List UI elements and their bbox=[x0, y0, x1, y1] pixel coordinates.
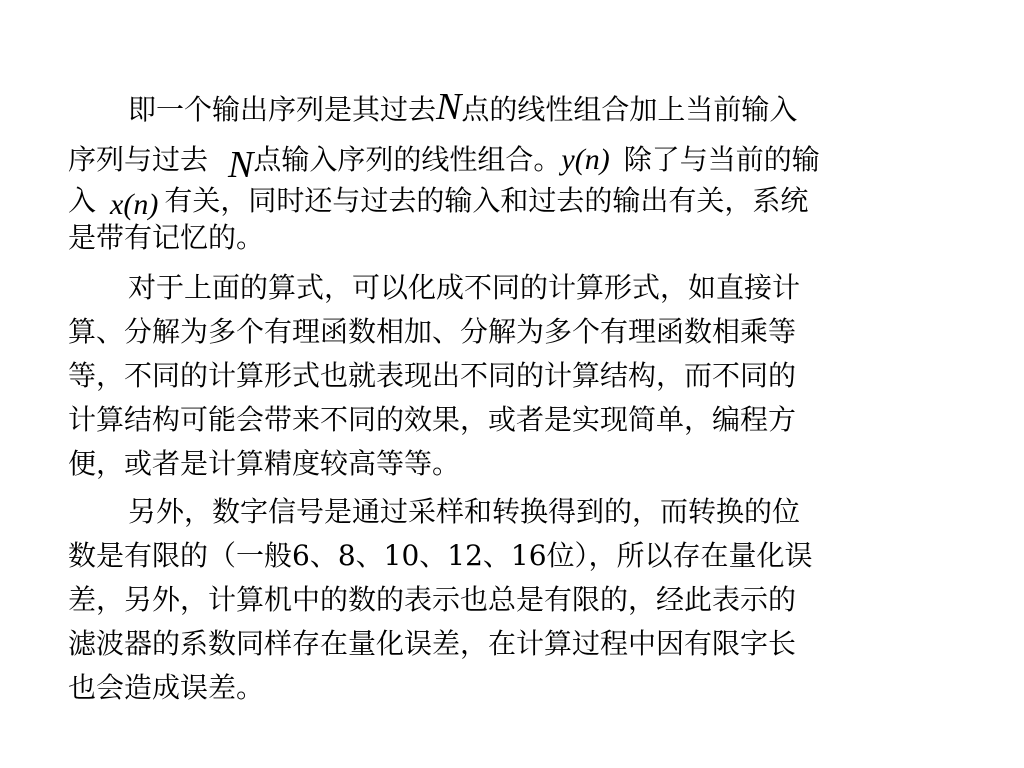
p1-line-3 bbox=[68, 184, 809, 221]
p1-line-2-text-b: 点输入序列的线性组合。 bbox=[253, 143, 562, 176]
p3-line-1 bbox=[128, 495, 801, 528]
p2-line-2-text: 算、分解为多个有理函数相加、分解为多个有理函数相乘等 bbox=[68, 315, 797, 348]
math-N-1: N bbox=[436, 86, 462, 128]
p1-line-1 bbox=[128, 88, 797, 126]
p1-line-2-text-a: 序列与过去 bbox=[68, 143, 209, 176]
math-x-of-n: x(n) bbox=[110, 188, 159, 221]
p1-line-4 bbox=[68, 221, 265, 254]
p3-line-2-text: 数是有限的（一般6、8、10、12、16位），所以存在量化误 bbox=[68, 539, 813, 572]
p2-line-3 bbox=[68, 359, 797, 392]
p2-line-3-text: 等，不同的计算形式也就表现出不同的计算结构，而不同的 bbox=[68, 359, 797, 392]
p1-line-3-text-b: 有关，同时还与过去的输入和过去的输出有关，系统 bbox=[164, 184, 809, 217]
p3-line-5-text: 也会造成误差。 bbox=[68, 671, 265, 704]
p2-line-1-text: 对于上面的算式，可以化成不同的计算形式，如直接计 bbox=[128, 271, 801, 304]
p2-line-4-text: 计算结构可能会带来不同的效果，或者是实现简单，编程方 bbox=[68, 403, 797, 436]
p1-line-1-text-a: 即一个输出序列是其过去 bbox=[128, 93, 437, 126]
math-N-2: N bbox=[228, 144, 254, 186]
p2-line-5 bbox=[68, 447, 461, 480]
p2-line-2 bbox=[68, 315, 797, 348]
p2-line-5-text: 便，或者是计算精度较高等等。 bbox=[68, 447, 461, 480]
math-y-of-n: y(n) bbox=[561, 143, 610, 176]
p3-line-3 bbox=[68, 583, 797, 616]
p3-line-2 bbox=[68, 539, 813, 572]
p3-line-4-text: 滤波器的系数同样存在量化误差，在计算过程中因有限字长 bbox=[68, 627, 797, 660]
p1-line-4-text: 是带有记忆的。 bbox=[68, 221, 265, 254]
p3-line-4 bbox=[68, 627, 797, 660]
p3-line-5 bbox=[68, 671, 265, 704]
p3-line-1-text: 另外，数字信号是通过采样和转换得到的，而转换的位 bbox=[128, 495, 801, 528]
p1-line-2 bbox=[68, 138, 820, 186]
p1-line-1-text-b: 点的线性组合加上当前输入 bbox=[461, 93, 798, 126]
p1-line-3-text-a: 入 bbox=[68, 184, 97, 217]
p2-line-4 bbox=[68, 403, 797, 436]
p3-line-3-text: 差，另外，计算机中的数的表示也总是有限的，经此表示的 bbox=[68, 583, 797, 616]
p2-line-1 bbox=[128, 271, 801, 304]
p1-line-2-text-c: 除了与当前的输 bbox=[623, 143, 820, 176]
